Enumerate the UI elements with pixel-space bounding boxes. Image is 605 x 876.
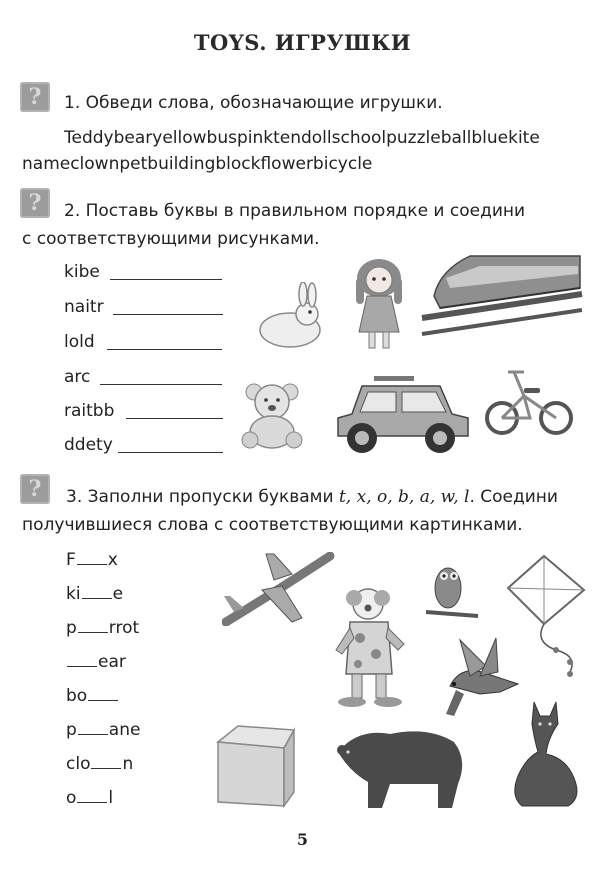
answer-line[interactable] (118, 452, 223, 453)
scrambled-word: kibe (64, 262, 100, 282)
task1-letters-line2: nameclownpetbuildingblockflowerbicycle (22, 154, 373, 174)
task3-letters: t, x, o, b, a, w, l (338, 487, 470, 507)
task3-instruction-line1: 3. Заполни пропуски буквами t, x, o, b, a, w, l. Соедини (66, 487, 558, 507)
fox-picture[interactable] (508, 698, 586, 812)
gap-word[interactable]: p ane (66, 720, 141, 740)
doll-picture[interactable] (347, 256, 411, 356)
gap-word[interactable]: p rrot (66, 618, 140, 638)
gap-word[interactable]: clo n (66, 754, 134, 774)
question-icon: ? (20, 188, 50, 218)
scrambled-word: naitr (64, 297, 104, 317)
gap-word[interactable]: F x (66, 550, 118, 570)
scrambled-word: ddety (64, 435, 113, 455)
scrambled-word: raitbb (64, 401, 115, 421)
task3-instruction-line2: получившиеся слова с соответствующими картинками. (22, 515, 523, 535)
owl-picture[interactable] (424, 556, 480, 622)
task1-instruction: 1. Обведи слова, обозначающие игрушки. (64, 93, 443, 113)
airplane-picture[interactable] (222, 552, 336, 626)
gap-word[interactable]: ear (66, 652, 126, 672)
answer-line[interactable] (107, 349, 222, 350)
scrambled-word: arc (64, 367, 91, 387)
teddy-bear-picture[interactable] (238, 380, 306, 450)
task1-letters-line1: Teddybearyellowbuspinktendollschoolpuzzleballbluekite (64, 128, 540, 148)
scrambled-word: lold (64, 332, 95, 352)
answer-line[interactable] (100, 384, 222, 385)
bear-picture[interactable] (328, 722, 470, 812)
toy-car-picture[interactable] (332, 372, 472, 460)
gap-word[interactable]: o l (66, 788, 114, 808)
question-icon: ? (20, 474, 50, 504)
page-title: TOYS. ИГРУШКИ (193, 30, 412, 55)
page-number: 5 (296, 830, 309, 849)
answer-line[interactable] (113, 314, 223, 315)
train-picture[interactable] (420, 248, 584, 340)
clown-picture[interactable] (330, 584, 412, 710)
question-icon: ? (20, 82, 50, 112)
task2-instruction-line2: с соответствующими рисунками. (22, 229, 320, 249)
task2-instruction-line1: 2. Поставь буквы в правильном порядке и соедини (64, 201, 526, 221)
answer-line[interactable] (126, 418, 223, 419)
gap-word[interactable]: bo (66, 686, 119, 706)
rabbit-picture[interactable] (255, 282, 325, 350)
box-picture[interactable] (212, 722, 298, 808)
bicycle-picture[interactable] (484, 366, 574, 438)
answer-line[interactable] (110, 279, 222, 280)
gap-word[interactable]: ki e (66, 584, 124, 604)
